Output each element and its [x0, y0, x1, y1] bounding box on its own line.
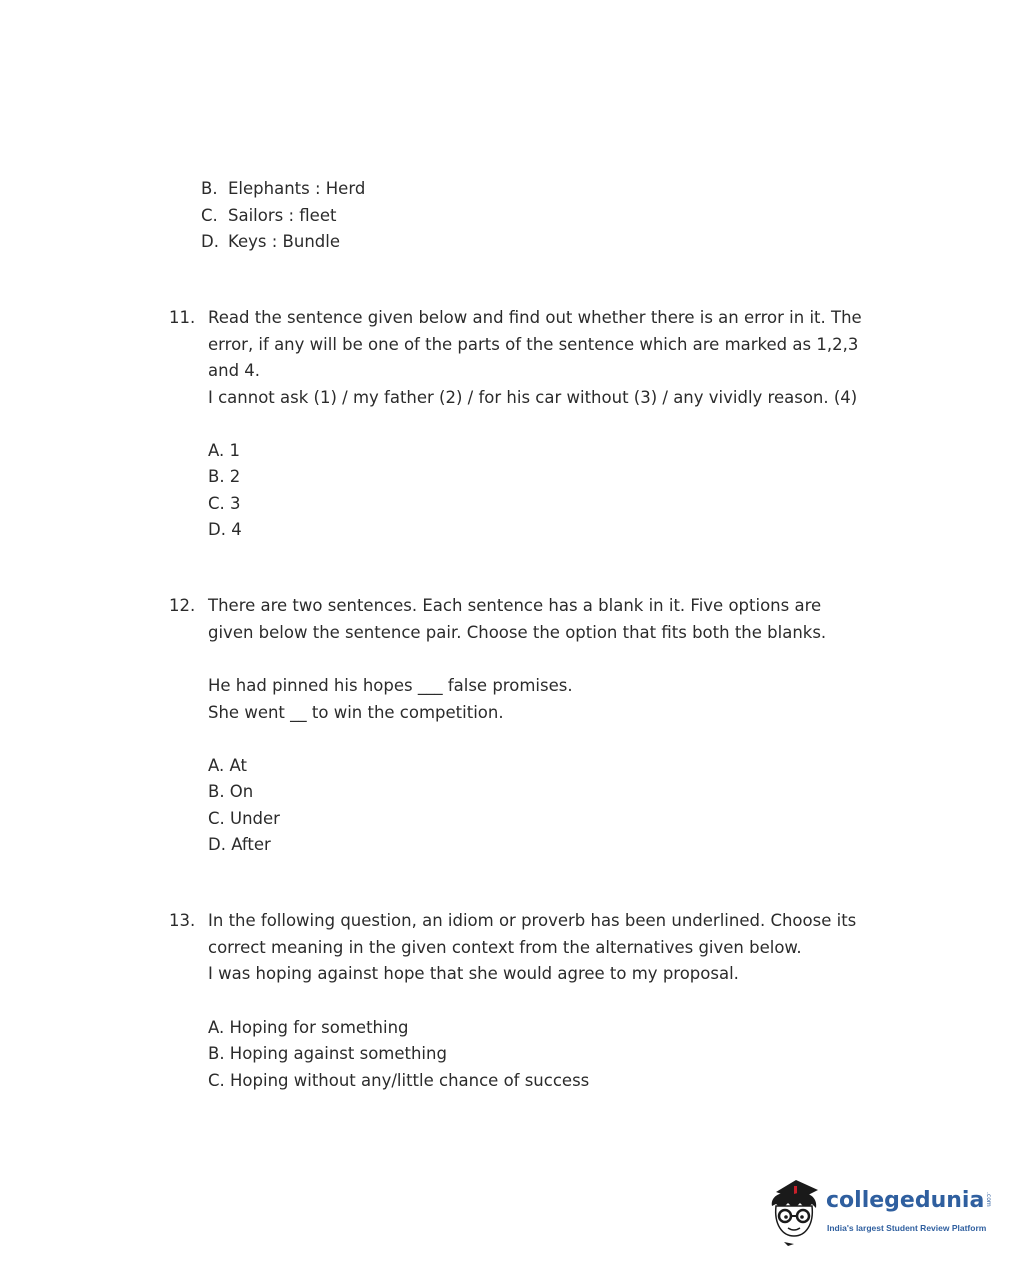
question-number: 13. — [169, 911, 196, 930]
question-text-line: error, if any will be one of the parts of the sentence which are marked as 1,2,3 — [208, 335, 859, 354]
q10-option-d: D. Keys : Bundle — [201, 232, 341, 251]
q10-option-b: B. Elephants : Herd — [201, 179, 366, 198]
question-text-line: Read the sentence given below and find out whether there is an error in it. The — [208, 308, 862, 327]
option-d: D. 4 — [208, 520, 242, 539]
brand-tagline: India's largest Student Review Platform — [827, 1223, 987, 1233]
option-a: A. Hoping for something — [208, 1018, 409, 1037]
question-sentence: I cannot ask (1) / my father (2) / for his car without (3) / any vividly reason. (4) — [208, 388, 858, 407]
mascot-icon — [766, 1176, 826, 1250]
brand-dotcom: .com — [985, 1192, 992, 1207]
option-d: D. After — [208, 835, 271, 854]
collegedunia-logo — [766, 1176, 998, 1254]
option-c: C. Under — [208, 809, 280, 828]
option-a: A. 1 — [208, 441, 240, 460]
option-c: C. Hoping without any/little chance of success — [208, 1071, 590, 1090]
brand-name: collegedunia — [826, 1188, 985, 1213]
question-number: 12. — [169, 596, 196, 615]
question-sentence: He had pinned his hopes ___ false promises. — [208, 676, 573, 695]
question-text-line: and 4. — [208, 361, 261, 380]
question-text-line: given below the sentence pair. Choose the option that fits both the blanks. — [208, 623, 827, 642]
q10-option-c: C. Sailors : fleet — [201, 206, 337, 225]
question-text-line: There are two sentences. Each sentence has a blank in it. Five options are — [208, 596, 822, 615]
question-number: 11. — [169, 308, 196, 327]
option-c: C. 3 — [208, 494, 241, 513]
question-sentence: I was hoping against hope that she would agree to my proposal. — [208, 964, 739, 983]
option-a: A. At — [208, 756, 247, 775]
option-b: B. Hoping against something — [208, 1044, 447, 1063]
question-text-line: correct meaning in the given context from the alternatives given below. — [208, 938, 802, 957]
question-sentence: She went __ to win the competition. — [208, 703, 504, 722]
option-b: B. On — [208, 782, 254, 801]
option-b: B. 2 — [208, 467, 241, 486]
question-text-line: In the following question, an idiom or proverb has been underlined. Choose its — [208, 911, 857, 930]
